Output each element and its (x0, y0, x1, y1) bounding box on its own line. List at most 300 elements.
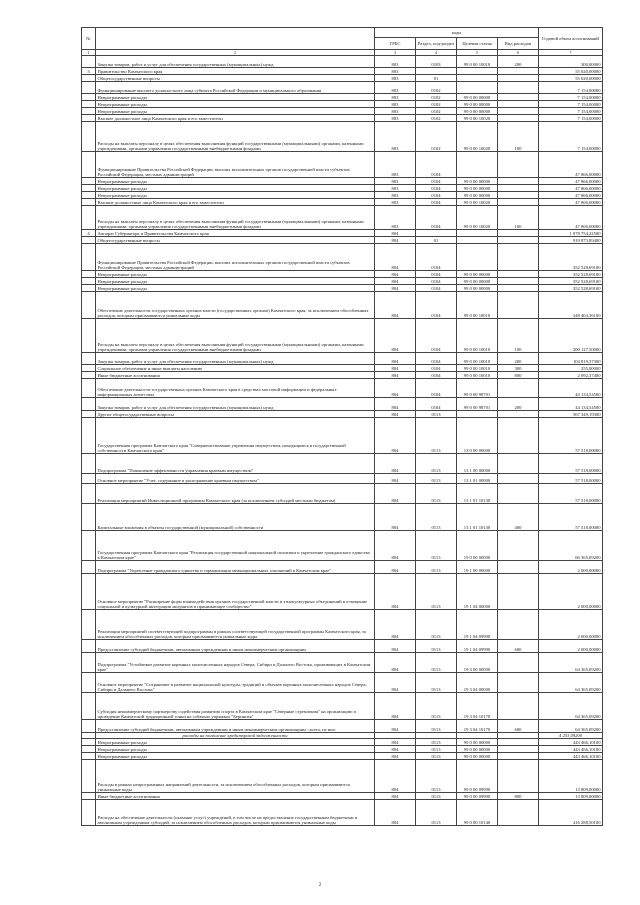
header-grbs: ГРБС (375, 38, 416, 50)
row-razdel: 0113 (416, 411, 457, 418)
row-number (82, 178, 96, 185)
row-number (82, 746, 96, 753)
row-expense-type (498, 561, 539, 574)
row-number (82, 793, 96, 800)
row-expense-type (498, 115, 539, 122)
row-target-article: 99 0 00 10010 (457, 56, 498, 68)
row-amount: 7 154,00000 (539, 94, 603, 101)
row-number (82, 418, 96, 454)
row-expense-type: 800 (498, 372, 539, 379)
table-row (82, 199, 603, 206)
row-razdel: 01 (416, 75, 457, 82)
row-amount: 57 518,00000 (539, 418, 603, 454)
row-razdel: 0104 (416, 285, 457, 292)
row-target-article: 19 3 04 00000 (457, 673, 498, 693)
row-grbs: 804 (375, 484, 416, 504)
row-name: Основное мероприятие "Сохранение и развитие национальной культуры, традиций и обычаев коренных малочисленных народов Севера, Сибири и Дальнего Востока" (96, 673, 375, 693)
row-expense-type (498, 693, 539, 720)
table-row (82, 192, 603, 199)
row-amount: 47 866,00000 (539, 199, 603, 206)
table-row (82, 292, 603, 319)
row-number (82, 353, 96, 365)
row-number (82, 610, 96, 640)
row-razdel: 0102 (416, 94, 457, 101)
row-amount: 55 020,00000 (539, 75, 603, 82)
row-grbs: 804 (375, 271, 416, 278)
row-grbs: 803 (375, 115, 416, 122)
row-target-article: 13 0 00 00000 (457, 418, 498, 454)
row-name: Расходы на выплаты персоналу в целях обеспечения выполнения функций государственными (муниципальными) органами, казенными учреждениями, органами управления государственными внебюджетными фондами (96, 122, 375, 152)
row-amount: 255,00000 (539, 365, 603, 372)
row-razdel: 0104 (416, 379, 457, 398)
row-razdel: 0104 (416, 206, 457, 230)
row-number (82, 319, 96, 353)
table-row (82, 152, 603, 178)
table-row (82, 319, 603, 353)
row-amount: 7 154,00000 (539, 115, 603, 122)
row-razdel: 0104 (416, 365, 457, 372)
row-razdel: 0102 (416, 122, 457, 152)
table-row (82, 474, 603, 484)
row-name: Капитальные вложения в объекты государственной (муниципальной) собственности (96, 504, 375, 531)
row-name: Непрограммные расходы (96, 739, 375, 746)
row-target-article (457, 75, 498, 82)
row-number (82, 237, 96, 244)
row-target-article: 99 0 00 00000 (457, 94, 498, 101)
table-row (82, 372, 603, 379)
row-number: 3 (82, 68, 96, 75)
row-grbs: 804 (375, 244, 416, 271)
row-target-article: 99 0 00 09990 (457, 793, 498, 800)
row-grbs: 804 (375, 531, 416, 561)
row-expense-type (498, 75, 539, 82)
row-target-article: 99 0 00 00000 (457, 192, 498, 199)
row-amount: 57 518,00000 (539, 474, 603, 484)
row-number (82, 244, 96, 271)
row-expense-type (498, 244, 539, 271)
row-name: Подпрограмма "Устойчивое развитие коренных малочисленных народов Севера, Сибири и Дальнего Востока, проживающих в Камчатском крае" (96, 653, 375, 673)
row-target-article (457, 244, 498, 271)
header-target-article: Целевая статья (457, 38, 498, 50)
row-amount: 348 404,36100 (539, 292, 603, 319)
row-name: Аппарат Губернатора и Правительства Камчатского края (96, 230, 375, 237)
table-row (82, 693, 603, 720)
row-razdel: 0102 (416, 115, 457, 122)
row-amount: 2 000,00000 (539, 610, 603, 640)
row-razdel: 0113 (416, 418, 457, 454)
row-expense-type (498, 108, 539, 115)
row-amount: 47 866,00000 (539, 152, 603, 178)
table-row (82, 746, 603, 753)
header-name (96, 28, 375, 50)
row-expense-type (498, 285, 539, 292)
header-col-number: 7 (539, 50, 603, 56)
row-grbs: 804 (375, 720, 416, 733)
row-name: Государственная программа Камчатского края "Реализация государственной национальной политики и укрепление гражданского единства в Камчатском крае" (96, 531, 375, 561)
row-name: Закупка товаров, работ и услуг для обеспечения государственных (муниципальных) нужд (96, 353, 375, 365)
row-razdel: 0104 (416, 185, 457, 192)
header-col-number: 4 (416, 50, 457, 56)
row-grbs: 804 (375, 800, 416, 826)
row-amount: 200 127,50000 (539, 319, 603, 353)
table-row (82, 365, 603, 372)
row-target-article: 99 0 00 00000 (457, 739, 498, 746)
row-expense-type: 100 (498, 206, 539, 230)
row-razdel (416, 230, 457, 237)
row-target-article: 99 0 00 10010 (457, 319, 498, 353)
row-amount: 47 866,00000 (539, 185, 603, 192)
row-number (82, 739, 96, 746)
row-name: Подпрограмма "Укрепление гражданского единства и гармонизация межнациональных отношений в Камчатском крае" (96, 561, 375, 574)
row-number (82, 365, 96, 372)
row-razdel: 0104 (416, 152, 457, 178)
header-col-number: 5 (457, 50, 498, 56)
table-row (82, 206, 603, 230)
row-grbs: 803 (375, 152, 416, 178)
row-grbs: 803 (375, 178, 416, 185)
row-amount: 567 349,19300 (539, 411, 603, 418)
row-razdel: 0113 (416, 610, 457, 640)
row-amount: 2 000,00000 (539, 640, 603, 653)
row-grbs: 804 (375, 372, 416, 379)
row-number (82, 379, 96, 398)
row-number (82, 285, 96, 292)
row-name: Расходы на обеспечение деятельности (оказание услуг) учреждений, в том числе на предоставление государственным бюджетным и автономным учреждениям субсидий, за исключением обособленных расходов, которым присваиваются уникальные коды (96, 800, 375, 826)
row-razdel: 0113 (416, 673, 457, 693)
row-grbs: 804 (375, 504, 416, 531)
row-grbs: 804 (375, 474, 416, 484)
row-amount: 2 092,37400 (539, 372, 603, 379)
row-grbs: 804 (375, 454, 416, 474)
table-row (82, 278, 603, 285)
row-amount: 7 154,00000 (539, 82, 603, 94)
row-expense-type (498, 610, 539, 640)
table-row (82, 108, 603, 115)
table-row (82, 244, 603, 271)
row-amount: 44 134,54500 (539, 398, 603, 411)
row-grbs: 803 (375, 68, 416, 75)
row-name: Социальное обеспечение и иные выплаты населению (96, 365, 375, 372)
row-name: Непрограммные расходы (96, 178, 375, 185)
page-number: 2 (318, 883, 322, 888)
row-amount: 64 365,09200 (539, 693, 603, 720)
row-target-article: 99 0 00 00000 (457, 185, 498, 192)
row-amount: 443 466,10100 (539, 746, 603, 753)
row-name: Реализация мероприятий Инвестиционной программы Камчатского края (за исключением субсидий местным бюджетам) (96, 484, 375, 504)
row-razdel: 0104 (416, 319, 457, 353)
row-target-article: 99 0 00 10010 (457, 353, 498, 365)
row-name: Иные бюджетные ассигнования (96, 372, 375, 379)
row-name: Непрограммные расходы (96, 753, 375, 760)
row-name: Основное мероприятие "Учет, содержание и распоряжение краевым имуществом" (96, 474, 375, 484)
row-grbs: 804 (375, 319, 416, 353)
row-number (82, 56, 96, 68)
row-expense-type (498, 292, 539, 319)
row-expense-type (498, 574, 539, 610)
row-razdel: 0104 (416, 199, 457, 206)
row-name: Непрограммные расходы (96, 185, 375, 192)
row-amount: 2 000,00000 (539, 561, 603, 574)
row-name: Непрограммные расходы (96, 94, 375, 101)
row-grbs: 804 (375, 353, 416, 365)
row-target-article: 99 0 00 00000 (457, 101, 498, 108)
row-target-article: 99 0 00 09990 (457, 760, 498, 793)
row-expense-type (498, 271, 539, 278)
row-number: 4 (82, 230, 96, 237)
row-expense-type (498, 800, 539, 826)
table-row (82, 673, 603, 693)
row-grbs: 804 (375, 230, 416, 237)
row-razdel: 0113 (416, 504, 457, 531)
row-number (82, 75, 96, 82)
row-target-article: 13 1 01 00000 (457, 474, 498, 484)
table-row (82, 56, 603, 68)
table-row (82, 753, 603, 760)
row-name: Общегосударственные вопросы (96, 75, 375, 82)
row-target-article: 99 0 00 10140 (457, 800, 498, 826)
row-expense-type (498, 185, 539, 192)
row-expense-type (498, 474, 539, 484)
row-name: Непрограммные расходы (96, 108, 375, 115)
row-grbs: 803 (375, 192, 416, 199)
row-number (82, 561, 96, 574)
row-razdel: 0113 (416, 474, 457, 484)
row-number (82, 115, 96, 122)
row-target-article: 99 0 00 00000 (457, 178, 498, 185)
row-expense-type: 200 (498, 56, 539, 68)
row-grbs: 804 (375, 753, 416, 760)
row-amount: 416 288,50100 (539, 800, 603, 826)
row-amount: 7 154,00000 (539, 122, 603, 152)
row-name: Обеспечение деятельности государственных органов власти (государственных органов) Камчатского края, за исключением обособленных расходов, которым присваиваются уникальные коды (96, 292, 375, 319)
row-number (82, 531, 96, 561)
row-number (82, 372, 96, 379)
table-row (82, 285, 603, 292)
row-grbs: 803 (375, 122, 416, 152)
row-razdel: 0113 (416, 484, 457, 504)
row-name: Другие общегосударственные вопросы (96, 411, 375, 418)
row-grbs: 804 (375, 285, 416, 292)
row-amount: 57 518,00000 (539, 504, 603, 531)
row-razdel: 0113 (416, 640, 457, 653)
table-row (82, 574, 603, 610)
row-grbs: 803 (375, 185, 416, 192)
row-target-article: 13 1 01 10130 (457, 484, 498, 504)
row-target-article: 99 0 00 10010 (457, 372, 498, 379)
row-amount: 7 154,00000 (539, 101, 603, 108)
table-row (82, 115, 603, 122)
table-row (82, 739, 603, 746)
row-target-article: 19 1 04 00000 (457, 574, 498, 610)
row-name: Непрограммные расходы (96, 285, 375, 292)
row-razdel: 0113 (416, 531, 457, 561)
header-col-number: 1 (82, 50, 96, 56)
row-target-article: 99 0 00 10010 (457, 365, 498, 372)
table-row (82, 411, 603, 418)
row-target-article (457, 237, 498, 244)
row-number (82, 199, 96, 206)
row-amount: 47 866,00000 (539, 178, 603, 185)
row-number (82, 411, 96, 418)
row-target-article: 13 1 01 10130 (457, 504, 498, 531)
row-target-article (457, 82, 498, 94)
row-amount: 13 809,00000 (539, 760, 603, 793)
table-row (82, 610, 603, 640)
row-amount: 13 809,00000 (539, 793, 603, 800)
row-grbs: 804 (375, 411, 416, 418)
row-number (82, 101, 96, 108)
row-expense-type (498, 484, 539, 504)
row-name: Подпрограмма "Повышение эффективности управления краевым имуществом" (96, 454, 375, 474)
row-target-article: 99 0 00 10020 (457, 199, 498, 206)
table-row (82, 531, 603, 561)
row-razdel: 0104 (416, 278, 457, 285)
row-number (82, 484, 96, 504)
row-razdel: 0104 (416, 244, 457, 271)
row-name: Расходы на выплаты персоналу в целях обеспечения выполнения функций государственными (муниципальными) органами, казенными учреждениями, органами управления государственными внебюджетными фондами (96, 319, 375, 353)
row-target-article: 99 0 00 00000 (457, 108, 498, 115)
row-number (82, 653, 96, 673)
table-row (82, 760, 603, 793)
row-amount: 2 000,00000 (539, 574, 603, 610)
row-expense-type (498, 192, 539, 199)
budget-table-sheet (81, 27, 603, 826)
table-row (82, 101, 603, 108)
row-amount: 919 873,89400 (539, 237, 603, 244)
row-expense-type (498, 101, 539, 108)
row-razdel: 0104 (416, 372, 457, 379)
row-amount: 104 819,37300 (539, 353, 603, 365)
row-name: Непрограммные расходы (96, 192, 375, 199)
row-number (82, 292, 96, 319)
row-grbs: 804 (375, 793, 416, 800)
table-row (82, 800, 603, 826)
table-row (82, 653, 603, 673)
row-grbs: 803 (375, 108, 416, 115)
table-row (82, 793, 603, 800)
row-amount: 443 466,10100 (539, 753, 603, 760)
row-amount: 44 134,54500 (539, 379, 603, 398)
row-number (82, 82, 96, 94)
row-number (82, 192, 96, 199)
row-name: Предоставление субсидий бюджетным, автономным учреждениям и иным некоммерческим организациям (96, 640, 375, 653)
row-grbs: 804 (375, 673, 416, 693)
row-expense-type (498, 454, 539, 474)
row-razdel: 0113 (416, 746, 457, 753)
row-name: Субсидия некоммерческому партнерству содействия развитию спорта в Камчатском крае "Северные стремления" на организацию и проведение Камчатской традиционной гонки на собачьих упряжках "Берингия" (96, 693, 375, 720)
row-number (82, 504, 96, 531)
header-sum: Годовой объем ассигнований (539, 28, 603, 50)
row-razdel: 0104 (416, 398, 457, 411)
row-number (82, 474, 96, 484)
row-grbs: 803 (375, 82, 416, 94)
row-expense-type: 100 (498, 319, 539, 353)
row-expense-type (498, 152, 539, 178)
row-grbs: 803 (375, 199, 416, 206)
row-razdel: 0113 (416, 693, 457, 720)
row-amount: 64 365,09200 (539, 720, 603, 733)
row-razdel: 0113 (416, 561, 457, 574)
row-target-article: 99 0 00 00000 (457, 278, 498, 285)
row-target-article: 99 0 00 00000 (457, 271, 498, 278)
row-name: Функционирование Правительства Российской Федерации, высших исполнительных органов государственной власти субъектов Российской Федерации, местных администраций (96, 152, 375, 178)
row-expense-type (498, 278, 539, 285)
table-row (82, 379, 603, 398)
row-target-article: 99 0 00 10020 (457, 206, 498, 230)
row-amount: 47 866,00000 (539, 192, 603, 199)
row-razdel: 0113 (416, 753, 457, 760)
row-name: Расходы на выплаты персоналу в целях обеспечения выполнения функций государственными (муниципальными) органами, казенными учреждениями, органами управления государственными внебюджетными фондами (96, 206, 375, 230)
row-razdel: 0113 (416, 574, 457, 610)
row-razdel: 0102 (416, 82, 457, 94)
row-grbs: 804 (375, 739, 416, 746)
row-name: Основное мероприятие "Расширение форм взаимодействия органов государственной власти и этнокультурных объединений в освещение социальной и культурной интеграции мигрантов в принимающее сообщество" (96, 574, 375, 610)
row-expense-type (498, 94, 539, 101)
row-amount: 47 866,00000 (539, 206, 603, 230)
row-razdel: 0102 (416, 108, 457, 115)
row-expense-type (498, 230, 539, 237)
row-expense-type (498, 68, 539, 75)
table-row (82, 561, 603, 574)
row-amount: 64 365,09200 (539, 673, 603, 693)
row-expense-type (498, 746, 539, 753)
header-col-number: 6 (498, 50, 539, 56)
row-expense-type (498, 739, 539, 746)
row-expense-type (498, 178, 539, 185)
row-expense-type: 200 (498, 353, 539, 365)
row-expense-type: 100 (498, 122, 539, 152)
row-name: Общегосударственные вопросы (96, 237, 375, 244)
row-number (82, 278, 96, 285)
header-razdel: Раздел, под-раздел (416, 38, 457, 50)
row-number (82, 185, 96, 192)
row-expense-type: 300 (498, 365, 539, 372)
row-expense-type (498, 237, 539, 244)
row-name: расходы на погашение кредиторской задолженности (96, 733, 375, 739)
row-grbs: 804 (375, 693, 416, 720)
row-expense-type (498, 531, 539, 561)
table-row (82, 122, 603, 152)
row-grbs: 804 (375, 398, 416, 411)
row-name: Высшие должностные лица Камчатского края и его заместители (96, 199, 375, 206)
table-row (82, 454, 603, 474)
row-amount: 443 466,10100 (539, 739, 603, 746)
row-number (82, 398, 96, 411)
header-col-number: 2 (96, 50, 375, 56)
row-number (82, 800, 96, 826)
row-number (82, 122, 96, 152)
row-target-article: 19 3 04 10170 (457, 720, 498, 733)
table-row (82, 271, 603, 278)
row-razdel (416, 68, 457, 75)
row-razdel: 0104 (416, 271, 457, 278)
row-name: Функционирование высшего должностного лица субъекта Российской Федерации и муниципального образования (96, 82, 375, 94)
row-grbs: 804 (375, 653, 416, 673)
row-name: Государственная программа Камчатского края "Совершенствование управления имуществом, находящимся в государственной собственности Камчатского края" (96, 418, 375, 454)
row-grbs: 803 (375, 94, 416, 101)
row-target-article (457, 152, 498, 178)
row-name: Функционирование Правительства Российской Федерации, высших исполнительных органов государственной власти субъектов Российской Федерации, местных администраций (96, 244, 375, 271)
row-amount: 352 528,69100 (539, 271, 603, 278)
row-target-article (457, 68, 498, 75)
table-row (82, 398, 603, 411)
row-amount: 7 154,00000 (539, 108, 603, 115)
row-target-article: 19 0 00 00000 (457, 531, 498, 561)
row-expense-type: 400 (498, 504, 539, 531)
row-target-article: 99 0 00 10020 (457, 115, 498, 122)
row-amount: 64 365,09200 (539, 653, 603, 673)
row-razdel: 0102 (416, 101, 457, 108)
